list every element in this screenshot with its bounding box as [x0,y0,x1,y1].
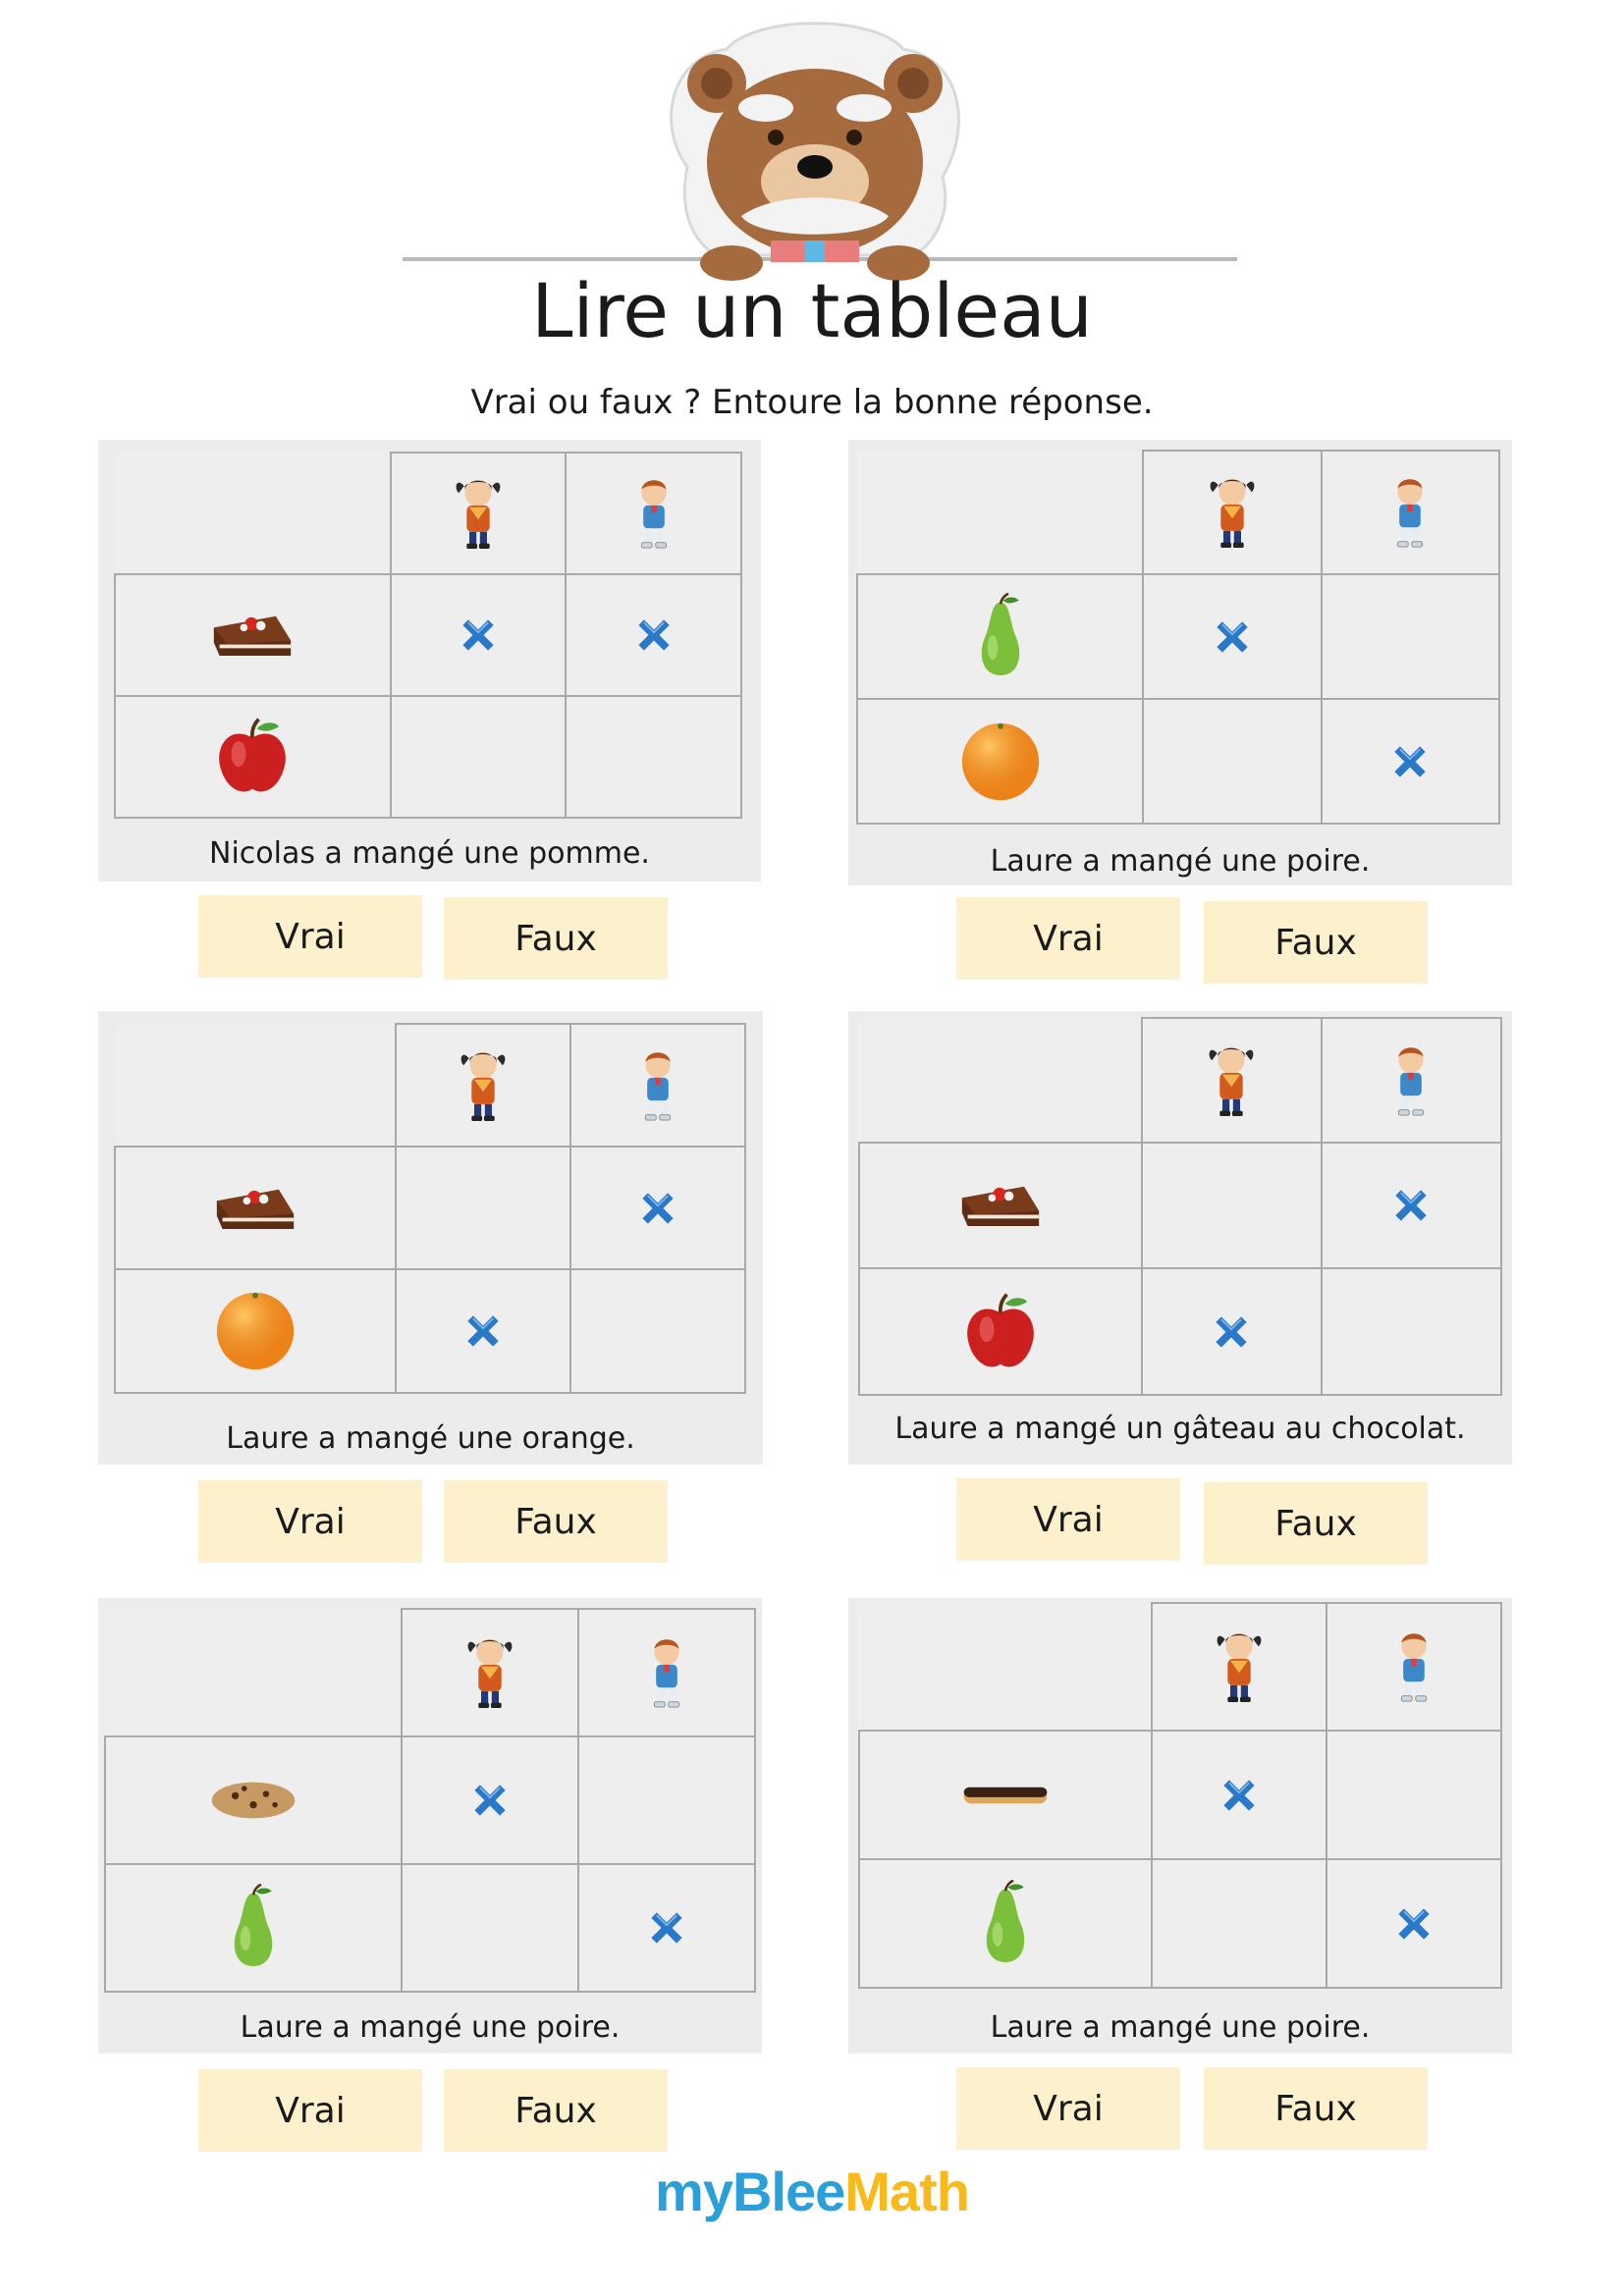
statement: Nicolas a mangé une pomme. [209,836,650,871]
boy-icon [1384,1040,1437,1122]
statement: Laure a mangé une orange. [226,1421,635,1456]
exercise-2-table [856,450,1500,825]
cell-boy-pear [1326,1859,1501,1988]
row-cake [115,1147,396,1269]
exercise-6-table [858,1602,1502,1989]
cake-icon [210,607,295,664]
page-title: Lire un tableau [531,267,1093,354]
cross-icon [1217,1773,1262,1818]
orange-icon [212,1288,298,1374]
boy-icon [631,1044,684,1127]
corner-cell [859,1603,1152,1731]
girl-header [402,1609,578,1736]
cell-girl-cookie [402,1736,578,1864]
row-cake [115,574,391,696]
cross-icon [1391,1901,1436,1947]
cell-girl-cake [1142,1143,1322,1268]
girl-icon [1205,1040,1258,1122]
girl-header [1142,1018,1322,1143]
cell-girl-orange [1143,699,1321,824]
cake-icon [213,1180,298,1237]
cross-icon [635,1186,680,1231]
boy-header [1326,1603,1501,1731]
brand-logo [0,2160,1624,2223]
exercise-3-table [114,1023,746,1394]
cell-boy-orange [570,1269,745,1393]
exercise-1 [98,440,761,881]
exercise-5 [98,1598,762,2054]
cake-icon [958,1177,1043,1234]
faux-button[interactable]: Faux [1204,1482,1428,1565]
pear-icon [975,1880,1036,1968]
cell-girl-cake [391,574,567,696]
corner-cell [857,451,1143,574]
corner-cell [115,1024,396,1147]
girl-header [1152,1603,1326,1731]
cell-girl-pear [402,1864,578,1992]
cell-girl-eclair [1152,1731,1326,1859]
faux-button[interactable]: Faux [444,2069,668,2152]
row-cookie [105,1736,402,1864]
boy-header [1322,451,1499,574]
statement: Laure a mangé une poire. [990,2010,1371,2045]
vrai-button[interactable]: Vrai [956,897,1180,980]
faux-button[interactable]: Faux [1204,2067,1428,2150]
instruction: Vrai ou faux ? Entoure la bonne réponse. [470,383,1154,422]
statement: Laure a mangé une poire. [240,2010,621,2045]
apple-icon [959,1291,1042,1373]
row-eclair [859,1731,1152,1859]
cell-boy-cake [570,1147,745,1269]
girl-icon [1213,1626,1266,1708]
cell-boy-orange [1322,699,1499,824]
statement: Laure a mangé un gâteau au chocolat. [894,1412,1466,1446]
boy-icon [1387,1626,1440,1708]
exercise-5-table [104,1608,756,1993]
row-pear [105,1864,402,1992]
corner-cell [115,453,391,574]
bear-mascot-icon [648,20,982,294]
vrai-button[interactable]: Vrai [198,895,422,978]
boy-header [566,453,741,574]
corner-cell [105,1609,402,1736]
row-cake [859,1143,1142,1268]
logo-part-2: Math [844,2161,969,2222]
vrai-button[interactable]: Vrai [956,1478,1180,1561]
orange-icon [957,719,1044,805]
vrai-button[interactable]: Vrai [198,1480,422,1563]
row-pear [857,574,1143,699]
cell-boy-apple [1322,1268,1501,1395]
girl-icon [1206,471,1259,554]
cell-boy-cake [1322,1143,1501,1268]
cell-girl-pear [1152,1859,1326,1988]
cell-girl-cake [396,1147,570,1269]
pear-icon [970,593,1031,681]
faux-button[interactable]: Faux [444,1480,668,1563]
cell-boy-pear [1322,574,1499,699]
cell-girl-apple [1142,1268,1322,1395]
logo-part-1: myBlee [655,2161,845,2222]
boy-icon [640,1631,693,1714]
cross-icon [1388,1183,1434,1228]
cross-icon [467,1778,513,1823]
boy-header [578,1609,755,1736]
header [0,0,1624,432]
row-orange [115,1269,396,1393]
cell-boy-cake [566,574,741,696]
boy-header [1322,1018,1501,1143]
row-apple [115,696,391,818]
faux-button[interactable]: Faux [1204,901,1428,984]
row-pear [859,1859,1152,1988]
cookie-icon [208,1778,298,1823]
cell-girl-orange [396,1269,570,1393]
girl-header [1143,451,1321,574]
girl-header [391,453,567,574]
faux-button[interactable]: Faux [444,897,668,980]
apple-icon [211,716,294,798]
vrai-button[interactable]: Vrai [198,2069,422,2152]
vrai-button[interactable]: Vrai [956,2067,1180,2150]
exercise-4 [848,1011,1512,1465]
cross-icon [1387,739,1433,784]
boy-header [570,1024,745,1147]
exercise-4-table [858,1017,1502,1396]
row-apple [859,1268,1142,1395]
cell-boy-cookie [578,1736,755,1864]
cross-icon [1210,614,1255,660]
cell-boy-eclair [1326,1731,1501,1859]
cell-girl-apple [391,696,567,818]
cell-boy-pear [578,1864,755,1992]
cross-icon [456,613,501,658]
row-orange [857,699,1143,824]
girl-icon [457,1044,510,1127]
girl-header [396,1024,570,1147]
cell-boy-apple [566,696,741,818]
exercise-2 [848,440,1512,885]
cross-icon [1209,1309,1254,1355]
exercise-1-table [114,452,742,819]
cross-icon [644,1905,689,1950]
eclair-icon [960,1782,1051,1809]
exercise-3 [98,1011,763,1465]
boy-icon [627,472,680,555]
cross-icon [631,613,677,658]
cell-girl-pear [1143,574,1321,699]
boy-icon [1383,471,1436,554]
corner-cell [859,1018,1142,1143]
pear-icon [223,1884,284,1972]
girl-icon [452,472,505,555]
cross-icon [460,1308,506,1354]
exercise-6 [848,1598,1512,2054]
statement: Laure a mangé une poire. [990,844,1371,879]
girl-icon [463,1631,516,1714]
